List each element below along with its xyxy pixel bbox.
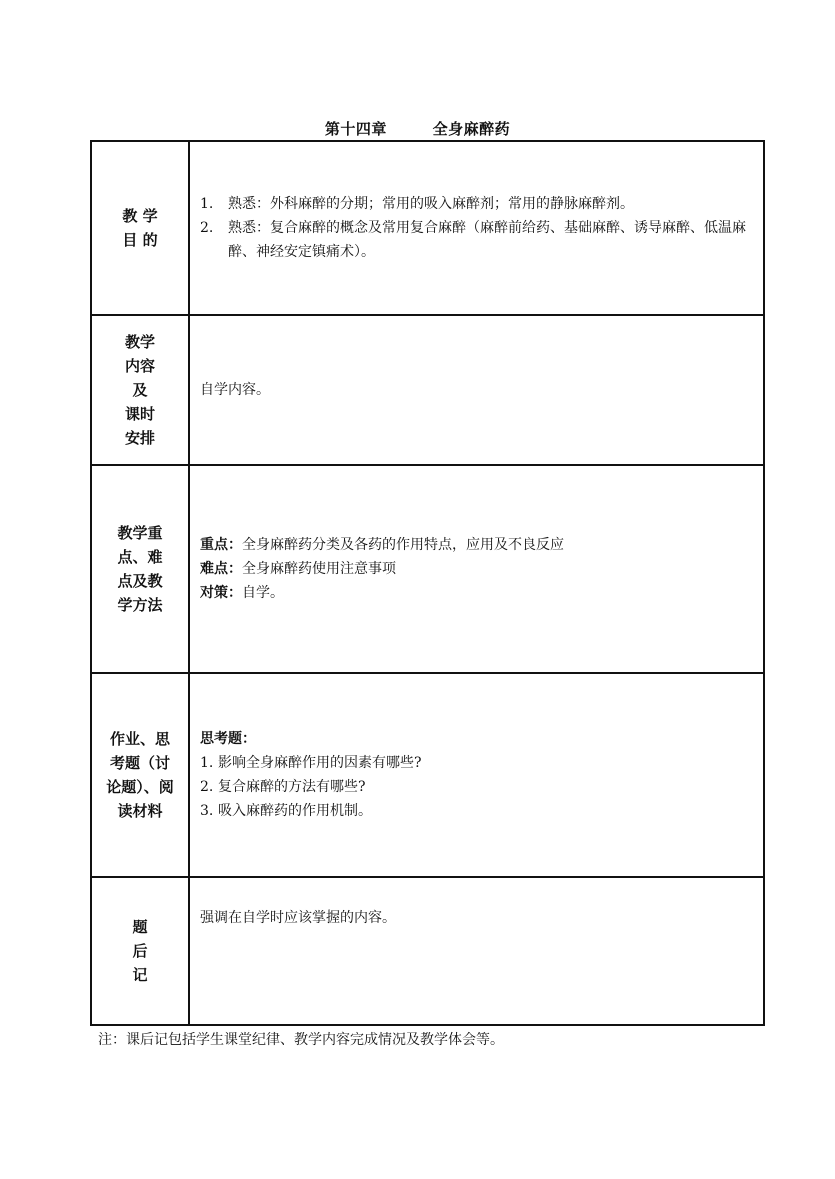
label-content: 教学 内容 及 课时 安排 xyxy=(91,315,189,465)
content-arrangement: 自学内容。 xyxy=(189,315,764,465)
list-item-text: 熟悉：复合麻醉的概念及常用复合麻醉（麻醉前给药、基础麻醉、诱导麻醉、低温麻醉、神经安定镇痛术）。 xyxy=(228,220,746,260)
label-postscript: 题 后 记 xyxy=(91,877,189,1025)
content-key-points xyxy=(189,465,764,673)
list-item-number: 1. xyxy=(200,196,214,212)
key-point-value: 自学。 xyxy=(242,585,284,601)
list-item-number: 2. xyxy=(200,220,214,236)
list-item-number: 1. xyxy=(200,755,214,771)
table-row-postscript xyxy=(91,877,764,1025)
table-row-objectives xyxy=(91,141,764,315)
key-point-value: 全身麻醉药使用注意事项 xyxy=(242,561,396,577)
questions-heading: 思考题： xyxy=(200,731,256,747)
table-row-key-points xyxy=(91,465,764,673)
key-point-line xyxy=(200,557,753,581)
postscript-text: 强调在自学时应该掌握的内容。 xyxy=(200,910,396,926)
list-item xyxy=(200,751,753,775)
label-objectives: 教 学 目 的 xyxy=(91,141,189,315)
content-objectives xyxy=(189,141,764,315)
footnote: 注：课后记包括学生课堂纪律、教学内容完成情况及教学体会等。 xyxy=(98,1032,504,1048)
label-key-points: 教学重 点、难 点及教 学方法 xyxy=(91,465,189,673)
lesson-plan-table xyxy=(90,140,765,1026)
list-item xyxy=(200,799,753,823)
questions-list xyxy=(200,751,753,823)
label-homework: 作业、思 考题（讨 论题）、阅 读材料 xyxy=(91,673,189,877)
list-item-number: 2. xyxy=(200,779,214,795)
content-postscript xyxy=(189,877,764,1025)
list-item-number: 3. xyxy=(200,803,214,819)
key-point-key: 难点： xyxy=(200,561,242,577)
key-point-line xyxy=(200,581,753,605)
table-row-homework xyxy=(91,673,764,877)
objectives-list xyxy=(200,192,753,264)
list-item xyxy=(200,216,753,264)
key-point-value: 全身麻醉药分类及各药的作用特点，应用及不良反应 xyxy=(242,537,564,553)
key-point-key: 对策： xyxy=(200,585,242,601)
list-item-text: 复合麻醉的方法有哪些? xyxy=(218,779,366,795)
key-point-line xyxy=(200,533,753,557)
list-item-text: 吸入麻醉药的作用机制。 xyxy=(218,803,372,819)
page-title: 第十四章 全身麻醉药 xyxy=(324,120,511,138)
content-homework xyxy=(189,673,764,877)
table-row-content xyxy=(91,315,764,465)
key-point-key: 重点： xyxy=(200,537,242,553)
list-item-text: 熟悉：外科麻醉的分期；常用的吸入麻醉剂；常用的静脉麻醉剂。 xyxy=(228,196,634,212)
list-item xyxy=(200,775,753,799)
list-item xyxy=(200,192,753,216)
list-item-text: 影响全身麻醉作用的因素有哪些? xyxy=(218,755,422,771)
